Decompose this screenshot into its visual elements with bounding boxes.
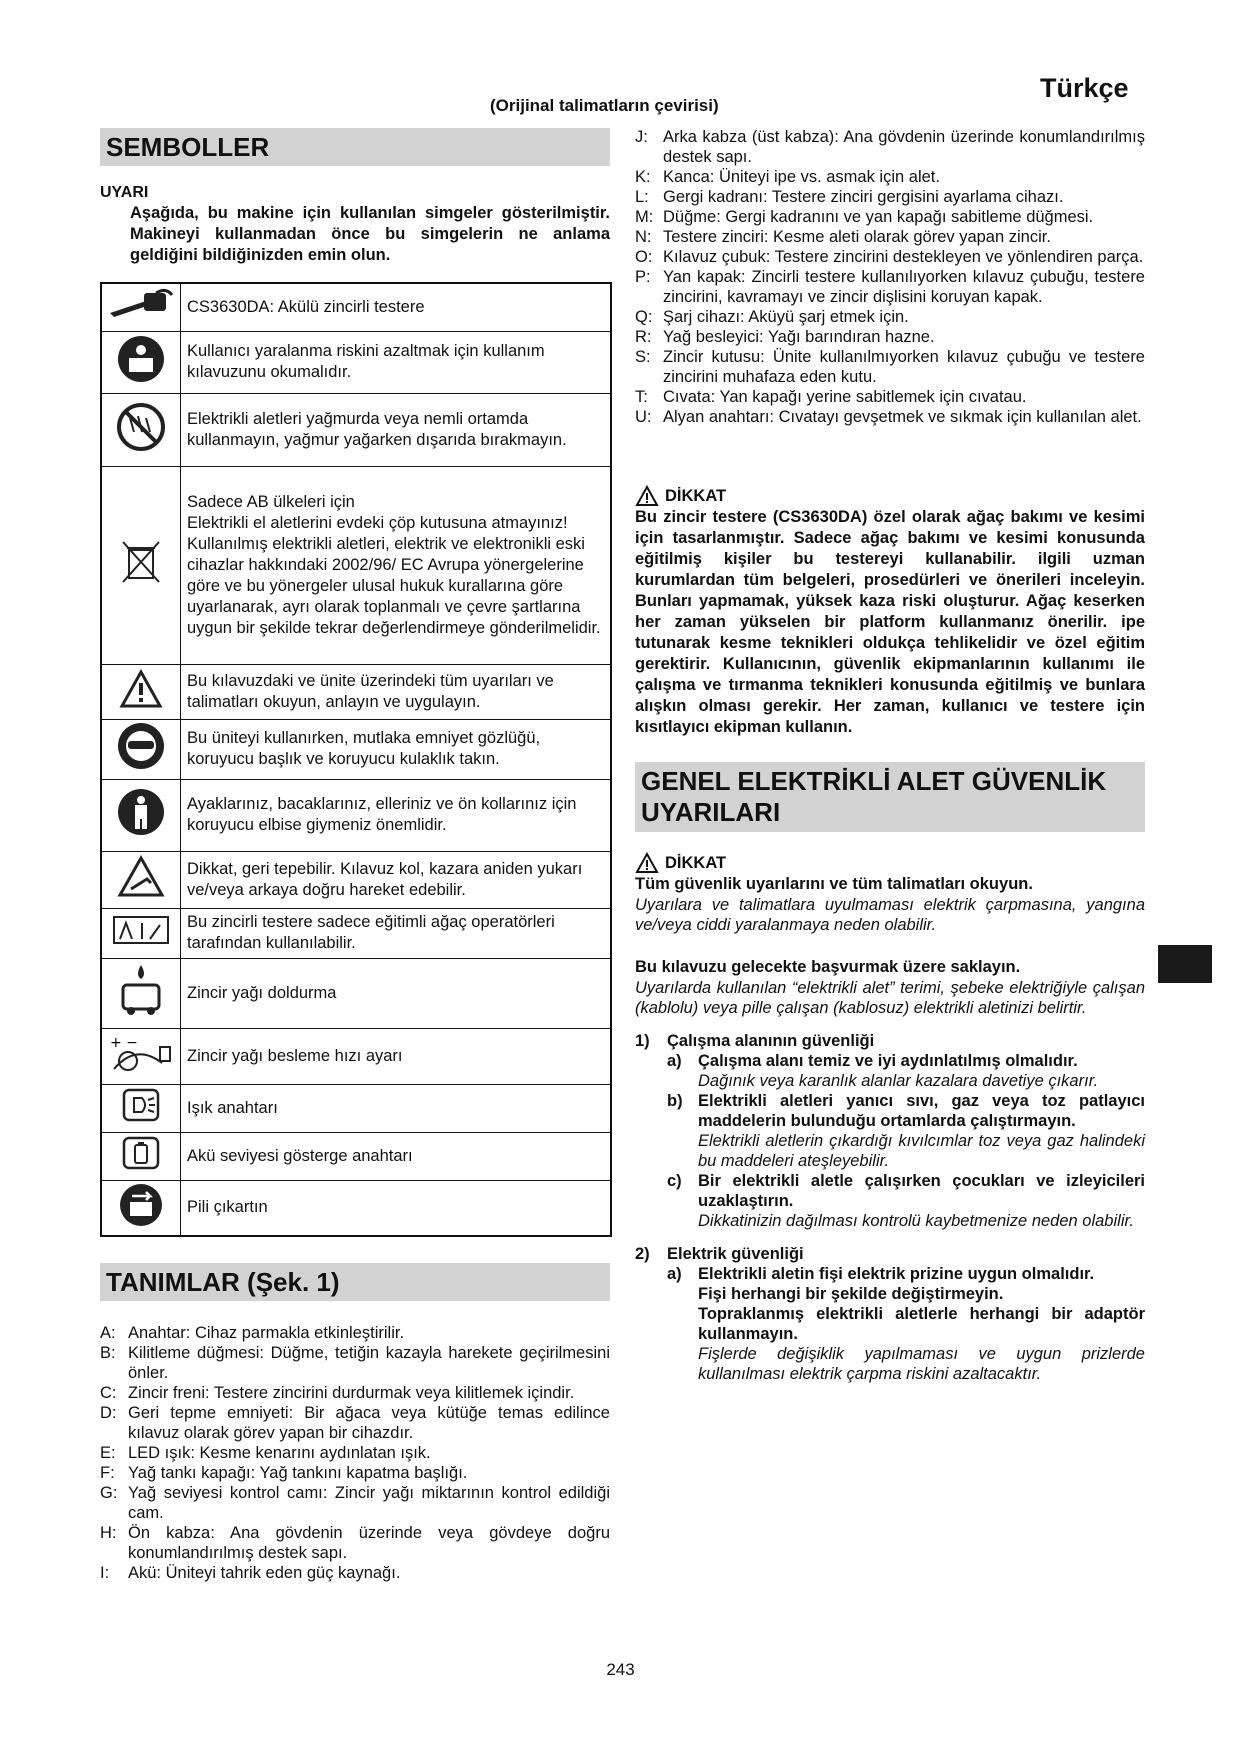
caution-bold: Tüm güvenlik uyarılarını ve tüm talimatları okuyun. [635,875,1033,893]
warning-triangle-icon [101,664,181,719]
definition-item: T: Cıvata: Yan kapağı yerine sabitlemek için cıvatau. [635,388,1027,406]
general-safety-heading: GENEL ELEKTRİKLİ ALET GÜVENLİK UYARILARI [635,762,1145,832]
caution-text: Bu zincir testere (CS3630DA) özel olarak ağaç bakımı ve kesimi için tasarlanmıştır. Sadece ağaç bakımı ve kesimi konusunda eğitilmiş kişiler bu testereyi kullanabilir. ilgili uzman kurumlardan tüm belgeleri, prosedürleri ve önerileri inceleyin. Bunları yapmamak, yüksek kaza riski oluşturur. Ağaç keserken her zaman yükselen bir platform kullanmanız önerilir. ipe tutunarak kesme teknikleri oldukça tehlikelidir ve özel eğitim gerektirir. Kullanıcının, güvenlik ekipmanlarının kullanımı ile çalışma ve tırmanma teknikleri konusunda eğitilmiş ve bunlara alışkın olması gerekir. Her zaman, kullanıcı ve testere için kısıtlayıcı ekipman kullanın. [635,508,1145,736]
definition-item: O: Kılavuz çubuk: Testere zincirini destekleyen ve yönlendiren parça. [635,248,1144,266]
definitions-heading: TANIMLAR (Şek. 1) [100,1263,610,1301]
keep-manual-block [635,957,1145,1018]
symbols-table [100,282,612,1237]
svg-text:+ −: + − [110,1035,138,1051]
remove-battery-icon [101,1180,181,1236]
caution-block [635,485,1145,738]
symbol-row [101,664,611,719]
language-label: Türkçe [1040,73,1129,103]
general-caution-block [635,852,1145,935]
warning-triangle-icon [635,852,659,874]
symbol-row [101,1084,611,1132]
symbol-row [101,851,611,908]
warning-triangle-icon [635,485,659,507]
section-1-heading: 1) Çalışma alanının güvenliği [635,1032,875,1050]
symbol-text: Bu zincirli testere sadece eğitimli ağaç operatörleri tarafından kullanılabilir. [181,908,612,958]
definitions-list-right [635,127,1145,427]
definition-item: I: Akü: Üniteyi tahrik eden güç kaynağı. [100,1564,401,1582]
crossed-bin-icon [101,466,181,664]
section-tab-marker [1158,945,1212,983]
helmet-goggles-icon [101,719,181,779]
symbol-row [101,393,611,466]
symbol-row [101,1028,611,1084]
definition-item: A: Anahtar: Cihaz parmakla etkinleştirilir. [100,1324,405,1342]
symbol-row [101,1132,611,1180]
symbol-row [101,719,611,779]
symbol-text: Ayaklarınız, bacaklarınız, elleriniz ve ön kollarınız için koruyucu elbise giymeniz önemlidir. [181,779,612,851]
definition-item: N: Testere zinciri: Kesme aleti olarak görev yapan zincir. [635,228,1051,246]
symbol-text: Akü seviyesi gösterge anahtarı [181,1132,612,1180]
definition-item: H: Ön kabza: Ana gövdenin üzerinde veya gövdeye doğru konumlandırılmış destek sapı. [100,1524,610,1562]
definition-item: S: Zincir kutusu: Ünite kullanılmıyorken kılavuz çubuğu ve testere zincirini muhafaza eden kutu. [635,348,1145,386]
symbol-text: Bu kılavuzdaki ve ünite üzerindeki tüm uyarıları ve talimatları okuyun, anlayın ve uygulayın. [181,664,612,719]
definition-item: Q: Şarj cihazı: Aküyü şarj etmek için. [635,308,909,326]
keep-italic: Uyarılarda kullanılan “elektrikli alet” terimi, şebeke elektriğiyle çalışan (kablolu) veya pille çalışan (kablosuz) elektrikli aletinizi belirtir. [635,979,1145,1017]
section-item: a) Elektrikli aletin fişi elektrik prizine uygun olmalıdır. Fişi herhangi bir şekilde değiştirmeyin. Topraklanmış elektrikli aletlerle herhangi bir adaptör kullanmayın. Fişlerde değişiklik yapılmaması ve uygun prizlerde kullanılması elektrik çarpma riskini azaltacaktır. [667,1265,1145,1383]
symbol-row [101,283,611,331]
symbol-row [101,331,611,393]
symbol-row [101,466,611,664]
definition-item: B: Kilitleme düğmesi: Düğme, tetiğin kazayla harekete geçirilmesini önler. [100,1344,610,1382]
caution-title: DİKKAT [665,853,727,872]
caution-italic: Uyarılara ve talimatlara uyulmaması elektrik çarpmasına, yangına ve/veya ciddi yaralanmaya neden olabilir. [635,896,1145,934]
oil-feed-rate-icon [101,1028,181,1084]
definition-item: G: Yağ seviyesi kontrol camı: Zincir yağı miktarının kontrol edildiği cam. [100,1484,610,1522]
symbols-heading: SEMBOLLER [100,128,610,166]
definition-item: R: Yağ besleyici: Yağı barındıran hazne. [635,328,935,346]
warning-text: Aşağıda, bu makine için kullanılan simgeler gösterilmiştir. Makineyi kullanmadan önce bu simgelerin ne anlama geldiğini bildiğinizden emin olun. [130,204,610,264]
symbol-text: Zincir yağı doldurma [181,958,612,1028]
kickback-warning-icon [101,851,181,908]
definition-item: E: LED ışık: Kesme kenarını aydınlatan ışık. [100,1444,431,1462]
symbol-row [101,1180,611,1236]
definitions-list-left [100,1323,610,1583]
symbol-row [101,908,611,958]
symbol-text: Zincir yağı besleme hızı ayarı [181,1028,612,1084]
symbol-text: Pili çıkartın [181,1180,612,1236]
definition-item: C: Zincir freni: Testere zincirini durdurmak veya kilitlemek içindir. [100,1384,575,1402]
symbol-text: Işık anahtarı [181,1084,612,1132]
light-switch-icon [101,1084,181,1132]
definition-item: D: Geri tepme emniyeti: Bir ağaca veya kütüğe temas edilince kılavuz olarak görev yapan bir cihazdır. [100,1404,610,1442]
read-manual-icon [101,331,181,393]
symbol-text: Kullanıcı yaralanma riskini azaltmak için kullanım kılavuzunu okumalıdır. [181,331,612,393]
right-column [635,127,1145,1384]
section-item: b) Elektrikli aletleri yanıcı sıvı, gaz veya toz patlayıcı maddelerin bulunduğu ortamlarda çalıştırmayın. Elektrikli aletlerin çıkardığı kıvılcımlar toz veya gaz halindeki bu maddeleri ateşleyebilir. [667,1092,1145,1170]
left-column [100,128,610,1583]
caution-title: DİKKAT [665,486,727,505]
definition-item: L: Gergi kadranı: Testere zinciri gergisini ayarlama cihazı. [635,188,1064,206]
symbol-text: CS3630DA: Akülü zincirli testere [181,283,612,331]
definition-item: U: Alyan anahtarı: Cıvatayı gevşetmek ve sıkmak için kullanılan alet. [635,408,1142,426]
section-item: c) Bir elektrikli aletle çalışırken çocukları ve izleyicileri uzaklaştırın. Dikkatinizin dağılması kontrolü kaybetmenize neden olabilir. [667,1172,1145,1230]
section-item: a) Çalışma alanı temiz ve iyi aydınlatılmış olmalıdır. Dağınık veya karanlık alanlar kazalara davetiye çıkarır. [667,1052,1099,1090]
battery-level-icon [101,1132,181,1180]
definition-item: M: Düğme: Gergi kadranını ve yan kapağı sabitleme düğmesi. [635,208,1094,226]
page-number: 243 [606,1660,635,1679]
chainsaw-icon [101,283,181,331]
definition-item: P: Yan kapak: Zincirli testere kullanılıyorken kılavuz çubuğu, testere zincirini, kavramayı ve zincir dişlisini koruyan kapak. [635,268,1145,306]
definition-item: F: Yağ tankı kapağı: Yağ tankını kapatma başlığı. [100,1464,468,1482]
oil-fill-icon [101,958,181,1028]
symbol-text: Bu üniteyi kullanırken, mutlaka emniyet gözlüğü, koruyucu başlık ve koruyucu kulaklık takın. [181,719,612,779]
no-rain-icon [101,393,181,466]
trained-operator-icon [101,908,181,958]
symbol-text: Dikkat, geri tepebilir. Kılavuz kol, kazara aniden yukarı ve/veya arkaya doğru hareket edebilir. [181,851,612,908]
document-subtitle: (Orijinal talimatların çevirisi) [490,96,719,115]
definition-item: K: Kanca: Üniteyi ipe vs. asmak için alet. [635,168,940,186]
symbol-row [101,958,611,1028]
symbol-row [101,779,611,851]
definition-item: J: Arka kabza (üst kabza): Ana gövdenin üzerinde konumlandırılmış destek sapı. [635,128,1145,166]
keep-bold: Bu kılavuzu gelecekte başvurmak üzere saklayın. [635,958,1021,976]
symbol-text: Sadece AB ülkeleri için Elektrikli el aletlerini evdeki çöp kutusuna atmayınız! Kullanılmış elektrikli aletleri, elektrik ve elektronikli eski cihazlar hakkındaki 2002/96/ EC Avrupa yönergelerine göre ve bu yönergeler ulusal hukuk kurallarına göre uyarlanarak, ayrı olarak toplanmalı ve çevre şartlarına uygun bir şekilde tekrar değerlendirmeye gönderilmelidir. [181,466,612,664]
symbol-text: Elektrikli aletleri yağmurda veya nemli ortamda kullanmayın, yağmur yağarken dışarıda bırakmayın. [181,393,612,466]
protective-clothing-icon [101,779,181,851]
warning-title: UYARI [100,184,149,201]
section-2-heading: 2) Elektrik güvenliği [635,1245,804,1263]
